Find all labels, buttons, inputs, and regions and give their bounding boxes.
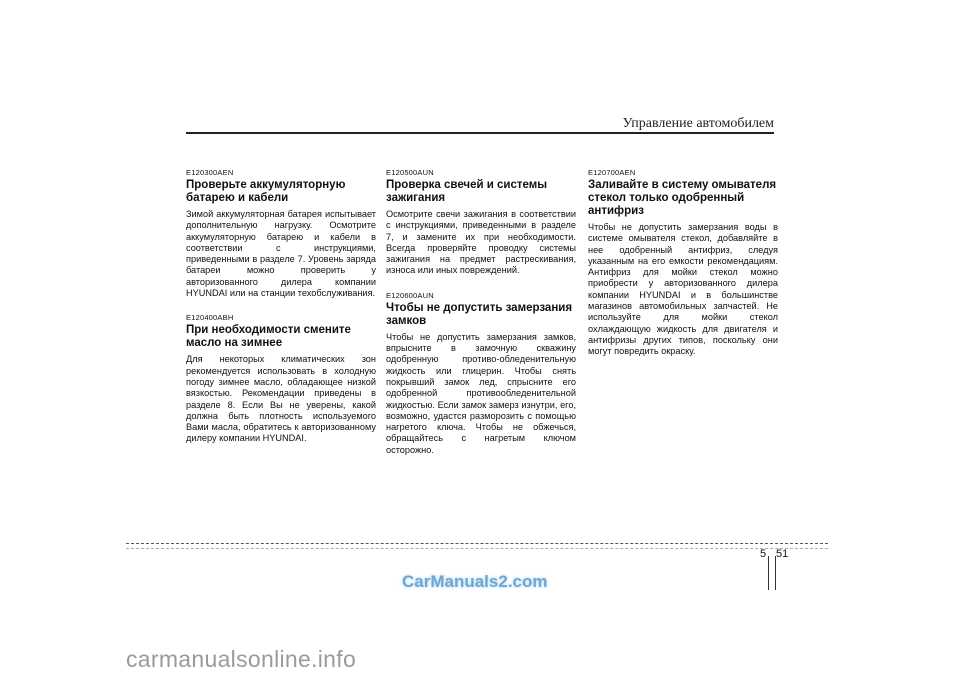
header-rule: [186, 132, 774, 134]
section-title: При необходимости смените масло на зимнее: [186, 324, 351, 350]
section-body: Осмотрите свечи зажигания в соответствии с инструкциями, приведенными в разделе 7, и замените их при необходимости. Всегда проверяйте проводку системы зажигания на предмет растрескивания, износа или иных повреждений.: [386, 209, 576, 276]
section-title: Проверка свечей и системы зажигания: [386, 179, 548, 204]
footer-rule-secondary: [126, 548, 828, 549]
section-code: E120400ABH: [186, 313, 234, 323]
section-title: Чтобы не допустить замерзания замков: [386, 301, 573, 327]
page-header-title: Управление автомобилем: [622, 116, 774, 131]
section-body: Для некоторых климатических зон рекомендуется использовать в холодную погоду зимнее масло, обладающее низкой вязкостью. Рекомендации приведены в разделе 8. Если Вы не уверены, какой должна быть плотность используемого Вами масла, обратитесь к авторизованному дилеру компании HYUNDAI.: [186, 354, 376, 444]
section-body: Чтобы не допустить замерзания воды в системе омывателя стекол, добавляйте в нее одобренный антифриз, следуя указанным на его емкости рекомендациям. Антифриз для мойки стекол можно приобрести у авторизованного дилера компании HYUNDAI и в большинстве магазинов автомобильных запчастей. Не используйте для мойки стекол охлаждающую жидкость для двигателя и антифризы других типов, поскольку они могут повредить окраску.: [588, 222, 778, 357]
column-3: [588, 168, 778, 372]
section-body: Зимой аккумуляторная батарея испытывает дополнительную нагрузку. Осмотрите аккумуляторную батарею и кабели в соответствии с инструкциями, приведенными в разделе 7. Уровень заряда батареи можно проверить у авторизованного дилера компании HYUNDAI или на станции техобслуживания.: [186, 209, 376, 299]
watermark-bottom[interactable]: carmanualsonline.info: [126, 646, 357, 672]
section-code: E120700AEN: [588, 168, 636, 177]
section-body: Чтобы не допустить замерзания замков, впрысните в замочную скважину одобренную противо-обледенительную жидкость или глицерин. Чтобы снять покрывший замок лед, спрысните его одобренной противообледенительной жидкостью. Если замок замерз изнутри, его, возможно, удастся разморозить с помощью нагретого ключа. Чтобы не обжечься, обращайтесь с нагретым ключом осторожно.: [386, 331, 576, 455]
section-code: E120500AUN: [386, 168, 434, 177]
section-number: 5: [760, 548, 767, 560]
footer-rule: [126, 543, 828, 544]
column-1: [186, 168, 376, 459]
section-code: E120300AEN: [186, 168, 234, 177]
footer-divider: [775, 556, 776, 590]
footer-divider: [768, 556, 769, 590]
section-code: E120600AUN: [386, 290, 434, 300]
column-2: [386, 168, 576, 470]
page-number: 51: [776, 548, 789, 560]
section-title: Проверьте аккумуляторную батарею и кабели: [186, 179, 346, 204]
watermark-top[interactable]: CarManuals2.com: [402, 572, 548, 591]
section-title: Заливайте в систему омывателя стекол только одобренный антифриз: [588, 179, 777, 217]
